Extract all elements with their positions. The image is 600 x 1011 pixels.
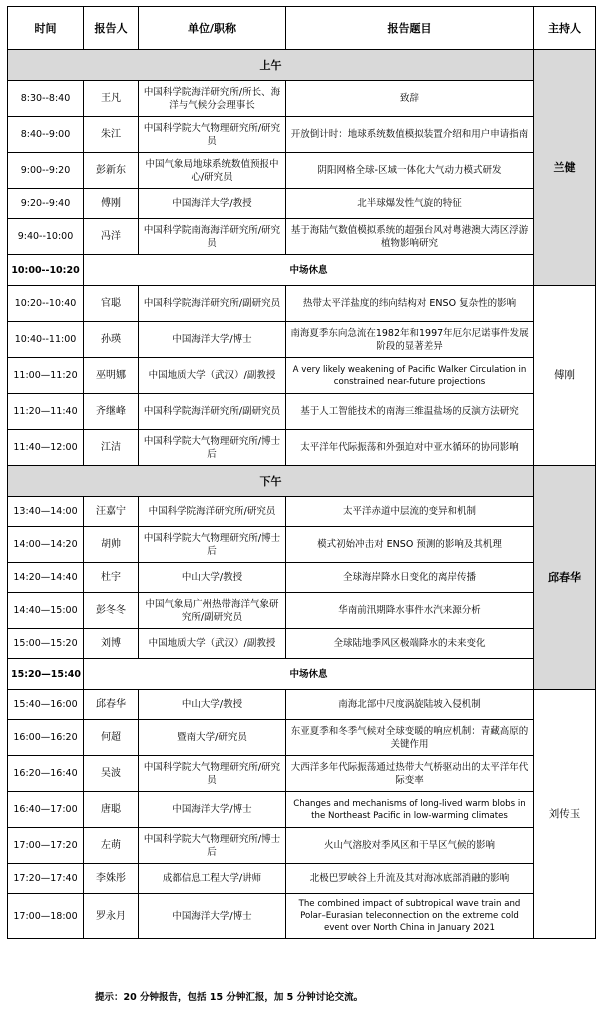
talk-row bbox=[8, 117, 596, 153]
speaker-affiliation: 中国科学院大气物理研究所/研究员 bbox=[139, 756, 286, 792]
talk-row bbox=[8, 358, 596, 394]
speaker-affiliation: 成都信息工程大学/讲师 bbox=[139, 864, 286, 894]
speaker-name: 唐聪 bbox=[84, 792, 139, 828]
speaker-affiliation: 中国海洋大学/教授 bbox=[139, 189, 286, 219]
speaker-affiliation: 中国海洋大学/博士 bbox=[139, 792, 286, 828]
talk-title: 北半球爆发性气旋的特征 bbox=[286, 189, 534, 219]
speaker-name: 杜宇 bbox=[84, 563, 139, 593]
header-row bbox=[8, 7, 596, 50]
talk-row bbox=[8, 497, 596, 527]
session-label: 上午 bbox=[8, 50, 534, 81]
speaker-affiliation: 中国海洋大学/博士 bbox=[139, 894, 286, 939]
talk-row bbox=[8, 394, 596, 430]
talk-row bbox=[8, 430, 596, 466]
host-cell: 邱春华 bbox=[534, 466, 596, 690]
speaker-affiliation: 中国科学院大气物理研究所/博士后 bbox=[139, 527, 286, 563]
talk-title: A very likely weakening of Pacific Walker Circulation in constrained near-future projections bbox=[286, 358, 534, 394]
talk-row bbox=[8, 219, 596, 255]
talk-title: 太平洋年代际振荡和外强迫对中亚水循环的协同影响 bbox=[286, 430, 534, 466]
host-cell: 傅刚 bbox=[534, 286, 596, 466]
talk-title: 开放倒计时：地球系统数值模拟装置介绍和用户申请指南 bbox=[286, 117, 534, 153]
talk-row bbox=[8, 527, 596, 563]
talk-row bbox=[8, 286, 596, 322]
talk-time: 16:20—16:40 bbox=[8, 756, 84, 792]
session-row bbox=[8, 50, 596, 81]
talk-row bbox=[8, 153, 596, 189]
speaker-affiliation: 中国科学院南海海洋研究所/研究员 bbox=[139, 219, 286, 255]
talk-row bbox=[8, 864, 596, 894]
talk-row bbox=[8, 720, 596, 756]
break-label: 中场休息 bbox=[84, 255, 534, 286]
speaker-name: 官聪 bbox=[84, 286, 139, 322]
speaker-name: 朱江 bbox=[84, 117, 139, 153]
speaker-name: 冯洋 bbox=[84, 219, 139, 255]
speaker-affiliation: 暨南大学/研究员 bbox=[139, 720, 286, 756]
footer-note: 提示：20 分钟报告，包括 15 分钟汇报，加 5 分钟讨论交流。 bbox=[95, 992, 364, 1003]
speaker-affiliation: 中国气象局广州热带海洋气象研究所/副研究员 bbox=[139, 593, 286, 629]
host-cell: 刘传玉 bbox=[534, 690, 596, 939]
speaker-affiliation: 中国科学院大气物理研究所/博士后 bbox=[139, 828, 286, 864]
talk-row bbox=[8, 81, 596, 117]
talk-time: 17:20—17:40 bbox=[8, 864, 84, 894]
header-time: 时间 bbox=[8, 7, 84, 50]
talk-time: 15:40—16:00 bbox=[8, 690, 84, 720]
speaker-affiliation: 中国科学院海洋研究所/副研究员 bbox=[139, 394, 286, 430]
break-label: 中场休息 bbox=[84, 659, 534, 690]
speaker-name: 李姝彤 bbox=[84, 864, 139, 894]
talk-title: 火山气溶胶对季风区和干旱区气候的影响 bbox=[286, 828, 534, 864]
talk-time: 8:40--9:00 bbox=[8, 117, 84, 153]
talk-time: 10:40--11:00 bbox=[8, 322, 84, 358]
talk-time: 13:40—14:00 bbox=[8, 497, 84, 527]
speaker-affiliation: 中国气象局地球系统数值预报中心/研究员 bbox=[139, 153, 286, 189]
header-speaker: 报告人 bbox=[84, 7, 139, 50]
talk-row bbox=[8, 756, 596, 792]
talk-row bbox=[8, 189, 596, 219]
speaker-affiliation: 中国科学院海洋研究所/所长、海洋与气候分会理事长 bbox=[139, 81, 286, 117]
speaker-affiliation: 中国科学院大气物理研究所/博士后 bbox=[139, 430, 286, 466]
break-row bbox=[8, 255, 596, 286]
talk-row bbox=[8, 629, 596, 659]
talk-time: 11:20—11:40 bbox=[8, 394, 84, 430]
speaker-name: 吴波 bbox=[84, 756, 139, 792]
talk-row bbox=[8, 563, 596, 593]
talk-title: The combined impact of subtropical wave train and Polar–Eurasian teleconnection on the extreme cold event over North China in January 2021 bbox=[286, 894, 534, 939]
speaker-affiliation: 中国地质大学（武汉）/副教授 bbox=[139, 358, 286, 394]
session-row bbox=[8, 466, 596, 497]
talk-time: 15:00—15:20 bbox=[8, 629, 84, 659]
speaker-name: 左萌 bbox=[84, 828, 139, 864]
talk-time: 17:00—18:00 bbox=[8, 894, 84, 939]
talk-title: 南海北部中尺度涡旋陆坡入侵机制 bbox=[286, 690, 534, 720]
talk-title: 全球海岸降水日变化的离岸传播 bbox=[286, 563, 534, 593]
speaker-name: 王凡 bbox=[84, 81, 139, 117]
speaker-name: 傅刚 bbox=[84, 189, 139, 219]
talk-title: 太平洋赤道中层流的变异和机制 bbox=[286, 497, 534, 527]
speaker-name: 巫明娜 bbox=[84, 358, 139, 394]
talk-title: 大西洋多年代际振荡通过热带大气桥驱动出的太平洋年代际变率 bbox=[286, 756, 534, 792]
speaker-name: 邱春华 bbox=[84, 690, 139, 720]
speaker-affiliation: 中国海洋大学/博士 bbox=[139, 322, 286, 358]
speaker-name: 刘博 bbox=[84, 629, 139, 659]
talk-time: 14:20—14:40 bbox=[8, 563, 84, 593]
talk-time: 10:20--10:40 bbox=[8, 286, 84, 322]
talk-title: 全球陆地季风区极端降水的未来变化 bbox=[286, 629, 534, 659]
header-host: 主持人 bbox=[534, 7, 596, 50]
header-title: 报告题目 bbox=[286, 7, 534, 50]
schedule-sheet bbox=[7, 6, 595, 939]
talk-row bbox=[8, 792, 596, 828]
talk-title: 阴阳网格全球-区域一体化大气动力模式研发 bbox=[286, 153, 534, 189]
speaker-name: 彭新东 bbox=[84, 153, 139, 189]
talk-title: 南海夏季东向急流在1982年和1997年厄尔尼诺事件发展阶段的显著差异 bbox=[286, 322, 534, 358]
talk-time: 8:30--8:40 bbox=[8, 81, 84, 117]
speaker-affiliation: 中国科学院海洋研究所/副研究员 bbox=[139, 286, 286, 322]
talk-title: Changes and mechanisms of long-lived warm blobs in the Northeast Pacific in low-warming climates bbox=[286, 792, 534, 828]
talk-title: 华南前汛期降水事件水汽来源分析 bbox=[286, 593, 534, 629]
speaker-affiliation: 中山大学/教授 bbox=[139, 690, 286, 720]
talk-title: 基于海陆气数值模拟系统的超强台风对粤港澳大湾区浮游植物影响研究 bbox=[286, 219, 534, 255]
talk-row bbox=[8, 593, 596, 629]
speaker-name: 江洁 bbox=[84, 430, 139, 466]
speaker-name: 齐继峰 bbox=[84, 394, 139, 430]
break-time: 10:00--10:20 bbox=[8, 255, 84, 286]
host-cell: 兰健 bbox=[534, 50, 596, 286]
speaker-affiliation: 中山大学/教授 bbox=[139, 563, 286, 593]
speaker-name: 何超 bbox=[84, 720, 139, 756]
break-row bbox=[8, 659, 596, 690]
talk-title: 北极巴罗峡谷上升流及其对海冰底部消融的影响 bbox=[286, 864, 534, 894]
talk-time: 11:00—11:20 bbox=[8, 358, 84, 394]
schedule-table bbox=[7, 6, 596, 939]
talk-title: 热带太平洋盐度的纬向结构对 ENSO 复杂性的影响 bbox=[286, 286, 534, 322]
talk-title: 东亚夏季和冬季气候对全球变暖的响应机制：青藏高原的关键作用 bbox=[286, 720, 534, 756]
schedule-body bbox=[8, 50, 596, 939]
speaker-affiliation: 中国科学院大气物理研究所/研究员 bbox=[139, 117, 286, 153]
talk-time: 14:40—15:00 bbox=[8, 593, 84, 629]
speaker-name: 罗永月 bbox=[84, 894, 139, 939]
talk-time: 9:00--9:20 bbox=[8, 153, 84, 189]
talk-title: 基于人工智能技术的南海三维温盐场的反演方法研究 bbox=[286, 394, 534, 430]
talk-row bbox=[8, 690, 596, 720]
talk-time: 16:00—16:20 bbox=[8, 720, 84, 756]
header-affiliation: 单位/职称 bbox=[139, 7, 286, 50]
speaker-name: 彭冬冬 bbox=[84, 593, 139, 629]
talk-row bbox=[8, 828, 596, 864]
speaker-name: 胡帅 bbox=[84, 527, 139, 563]
talk-time: 14:00—14:20 bbox=[8, 527, 84, 563]
talk-time: 11:40—12:00 bbox=[8, 430, 84, 466]
talk-time: 16:40—17:00 bbox=[8, 792, 84, 828]
speaker-name: 孙瑛 bbox=[84, 322, 139, 358]
speaker-affiliation: 中国科学院海洋研究所/研究员 bbox=[139, 497, 286, 527]
speaker-affiliation: 中国地质大学（武汉）/副教授 bbox=[139, 629, 286, 659]
talk-time: 9:40--10:00 bbox=[8, 219, 84, 255]
talk-title: 模式初始冲击对 ENSO 预测的影响及其机理 bbox=[286, 527, 534, 563]
talk-row bbox=[8, 322, 596, 358]
break-time: 15:20—15:40 bbox=[8, 659, 84, 690]
talk-row bbox=[8, 894, 596, 939]
talk-time: 9:20--9:40 bbox=[8, 189, 84, 219]
session-label: 下午 bbox=[8, 466, 534, 497]
speaker-name: 汪嘉宁 bbox=[84, 497, 139, 527]
talk-title: 致辞 bbox=[286, 81, 534, 117]
talk-time: 17:00—17:20 bbox=[8, 828, 84, 864]
